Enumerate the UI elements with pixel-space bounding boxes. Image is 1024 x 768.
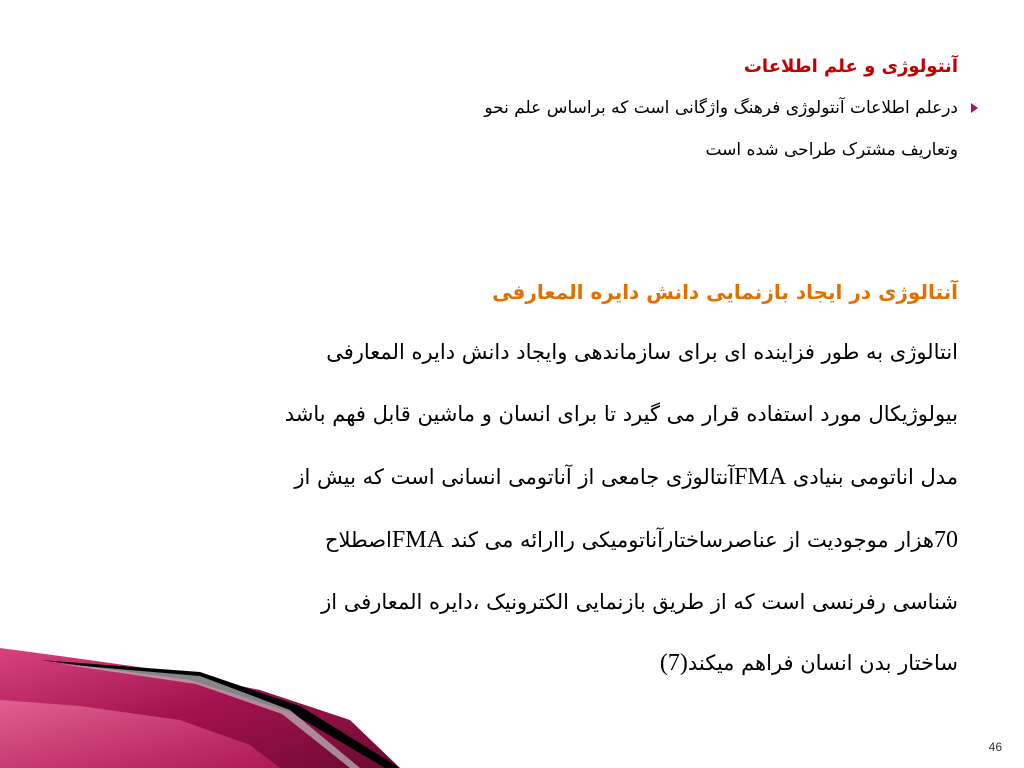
bullet-text-line-1-content: درعلم اطلاعات آنتولوژی فرهنگ واژگانی است که براساس علم نحو [484,98,958,118]
body-line-4-part-a: هزار موجودیت از عناصرساختارآناتومیکی راارائه می کند [443,528,934,552]
body-line-3-part-b: آنتالوژی جامعی از آناتومی انسانی است که بیش از [294,465,735,489]
body-line-2: بیولوژیکال مورد استفاده قرار می گیرد تا برای انسان و ماشین قابل فهم باشد [284,402,958,426]
body-line-3-part-a: مدل اناتومی بنیادی [786,465,958,489]
bullet-text-line-1 [484,98,958,118]
body-line-1: انتالوژی به طور فزاینده ای برای سازماندهی وایجاد دانش دایره المعارفی [326,340,958,364]
body-line-5: شناسی رفرنسی است که از طریق بازنمایی الکترونیک ،دایره المعارفی از [321,590,958,614]
slide-title-ontology-information-science: آنتولوژی و علم اطلاعات [743,56,958,77]
section-title-encyclopedic-knowledge: آنتالوژی در ایجاد بازنمایی دانش دایره المعارفی [492,280,958,304]
body-line-4 [325,527,958,554]
bullet-text-line-2: وتعاریف مشترک طراحی شده است [705,140,958,160]
fma-term: FMA [391,527,444,553]
body-line-6 [660,650,958,677]
decor-black-stripe [40,660,400,768]
slide-number: 46 [988,740,1002,754]
triangle-bullet-icon [971,103,978,113]
entity-count: 70 [934,527,958,553]
decor-wave-dark [0,648,400,768]
fma-term: FMA [734,464,787,490]
body-line-4-part-b: اصطلاح [324,528,392,552]
body-line-3 [294,464,958,491]
reference-number: (7) [659,650,688,676]
decor-grey-stripe [60,664,360,768]
body-line-6-text: ساختار بدن انسان فراهم میکند [687,651,958,675]
decor-wave-light [0,700,280,768]
